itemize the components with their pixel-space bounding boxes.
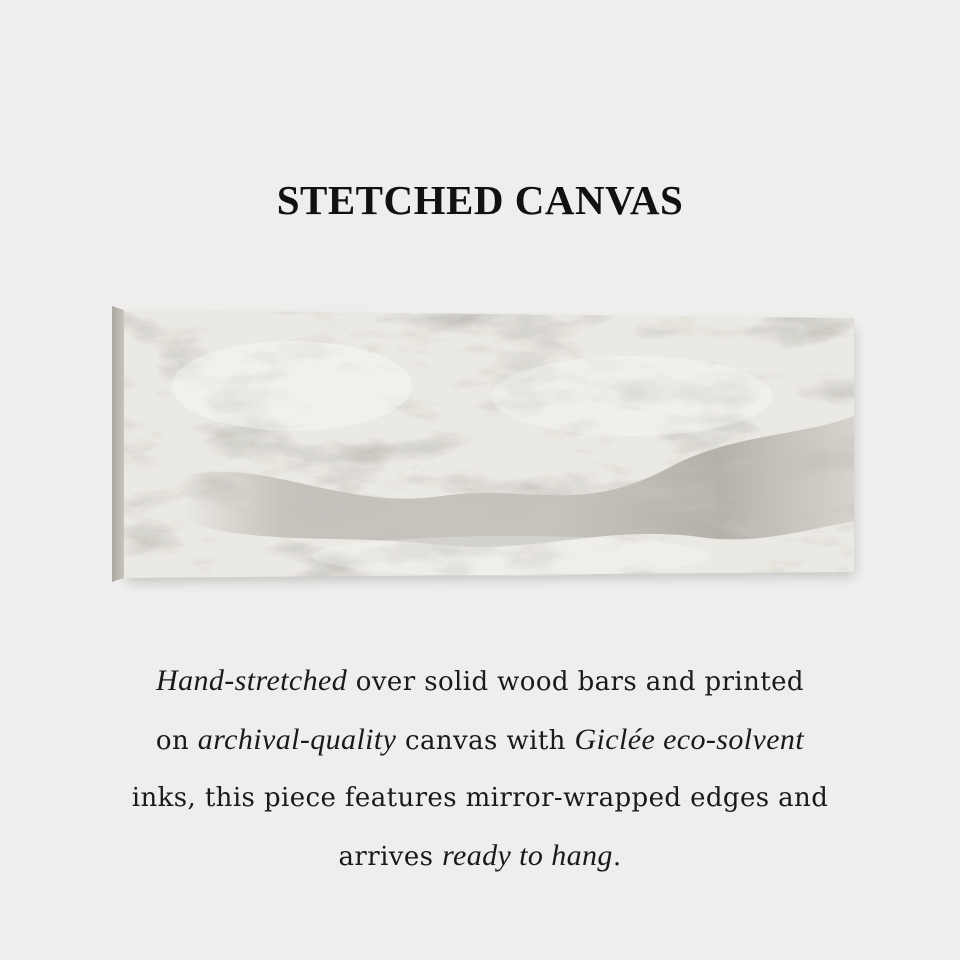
description-text: canvas with	[396, 726, 575, 756]
description-emphasis: Giclée eco-solvent	[574, 723, 805, 756]
description-emphasis: ready to hang	[442, 839, 613, 872]
description-line-2	[60, 711, 900, 770]
description-emphasis: Hand-stretched	[156, 664, 348, 697]
description-line-1	[60, 652, 900, 711]
page-title: STETCHED CANVAS	[276, 177, 684, 223]
canvas-artwork-image	[112, 306, 858, 584]
description-emphasis: archival-quality	[197, 723, 397, 756]
description-line-4	[60, 827, 900, 886]
canvas-product-image	[112, 306, 858, 584]
product-description	[60, 652, 900, 886]
description-text: .	[612, 842, 622, 872]
description-text: arrives	[338, 842, 443, 872]
description-text: inks, this piece features mirror-wrapped edges and	[131, 783, 829, 813]
description-line-3	[60, 770, 900, 827]
description-text: on	[155, 726, 198, 756]
description-text: over solid wood bars and printed	[347, 667, 804, 697]
